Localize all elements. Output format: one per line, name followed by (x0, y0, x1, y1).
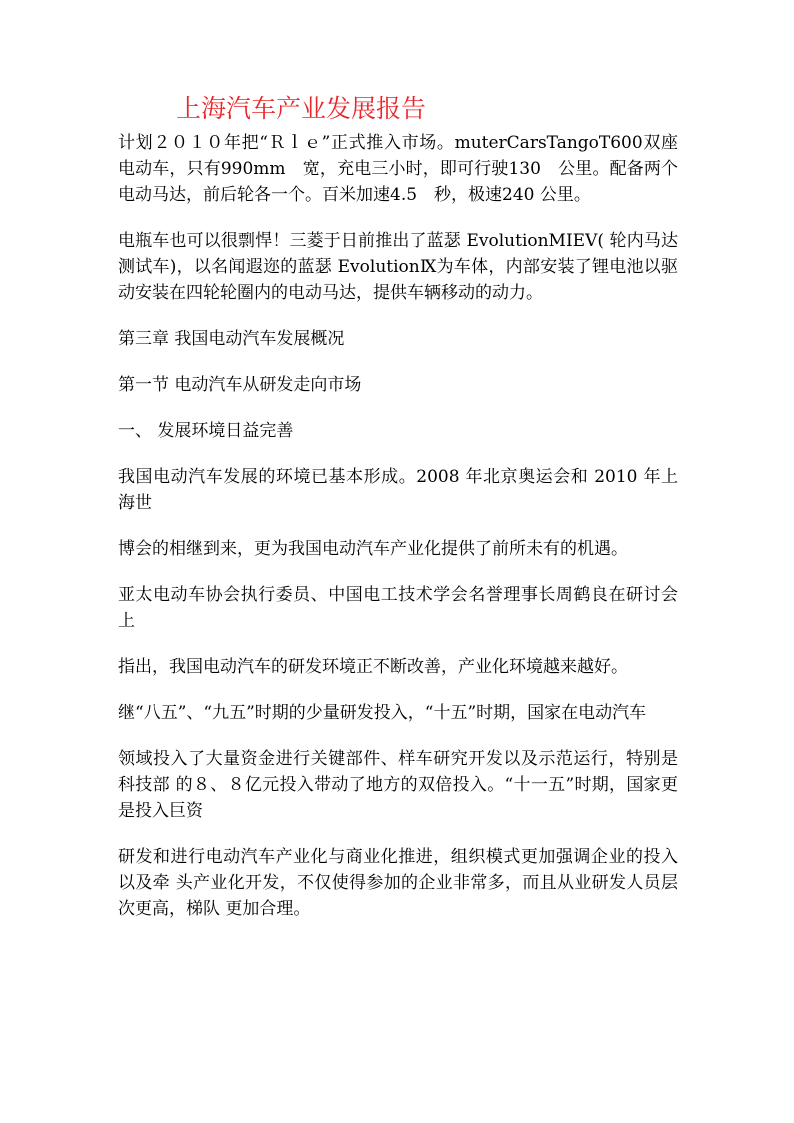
section-heading: 第一节 电动汽车从研发走向市场 (118, 375, 362, 395)
paragraph-7: 博会的相继到来，更为我国电动汽车产业化提供了前所未有的机遇。 (118, 539, 628, 559)
paragraph-12: 研发和进行电动汽车产业化与商业化推进，组织模式更加强调企业的投入以及牵 头产业化开发，不仅使得参加的企业非常多，而且从业研发人员层次更高，梯队 更加合理。 (118, 847, 678, 919)
document-body (118, 130, 678, 922)
paragraph-9: 指出，我国电动汽车的研发环境正不断改善，产业化环境越来越好。 (118, 657, 628, 677)
paragraph-1: 计划２０１０年把“Ｒｌｅ”正式推入市场。muterCarsTangoT600双座电动车，只有990mm 宽，充电三小时，即可行驶130 公里。配备两个电动马达，前后轮各一个。百米加速4.5 秒，极速240 公里。 (118, 133, 678, 205)
paragraph-8: 亚太电动车协会执行委员、中国电工技术学会名誉理事长周鹤良在研讨会上 (118, 585, 678, 631)
paragraph-6: 我国电动汽车发展的环境已基本形成。2008 年北京奥运会和 2010 年上海世 (118, 467, 678, 513)
subsection-heading: 一、 发展环境日益完善 (118, 421, 294, 441)
chapter-heading: 第三章 我国电动汽车发展概况 (118, 329, 345, 349)
document-title: 上海汽车产业发展报告 (176, 94, 427, 123)
paragraph-10: 继“八五”、“九五”时期的少量研发投入，“十五”时期，国家在电动汽车 (118, 703, 647, 723)
paragraph-11: 领域投入了大量资金进行关键部件、样车研究开发以及示范运行，特别是科技部 的８、８亿元投入带动了地方的双倍投入。“十一五”时期，国家更是投入巨资 (118, 749, 678, 821)
paragraph-2: 电瓶车也可以很剽悍！三菱于日前推出了蓝瑟 EvolutionMIEV( 轮内马达测试车)，以名闻遐迩的蓝瑟 EvolutionⅨ为车体，内部安装了锂电池以驱动安装在四轮轮圈内的电动马达，提供车辆移动的动力。 (118, 231, 678, 303)
